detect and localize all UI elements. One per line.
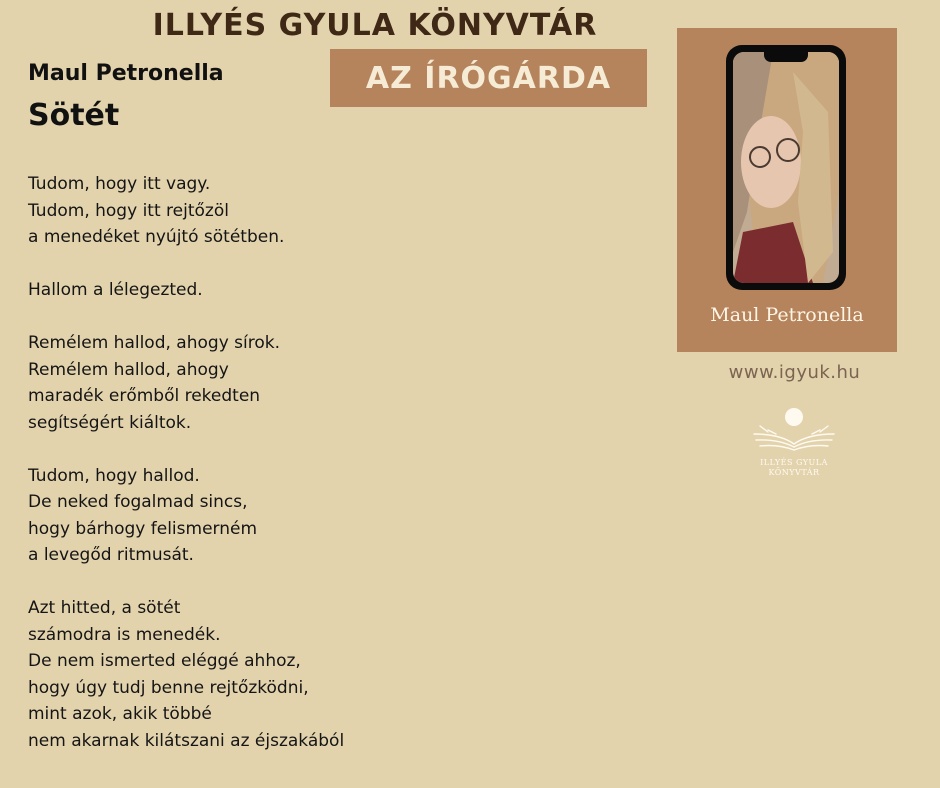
author-photo-card (677, 28, 897, 352)
poem-line: Remélem hallod, ahogy (28, 359, 229, 380)
poem-body (28, 171, 344, 781)
library-logo (746, 404, 842, 484)
section-badge (330, 49, 647, 107)
poem-line: hogy úgy tudj benne rejtőzködni, (28, 677, 309, 698)
poem-line: Azt hitted, a sötét (28, 598, 181, 618)
stanza (28, 463, 344, 569)
section-badge-label: AZ ÍRÓGÁRDA (365, 60, 612, 96)
poem-line: Remélem hallod, ahogy sírok. (28, 333, 281, 353)
poem-line: a levegőd ritmusát. (28, 545, 194, 565)
poem-line: maradék erőmből rekedten (28, 386, 261, 406)
poem-author: Maul Petronella (28, 61, 224, 86)
poem-line: a menedéket nyújtó sötétben. (28, 227, 285, 247)
poem-title: Sötét (28, 98, 120, 133)
open-book-sun-icon (746, 404, 842, 460)
poem-line: De nem ismerted eléggé ahhoz, (28, 651, 301, 671)
author-photo (733, 52, 839, 283)
poem-line: Tudom, hogy itt vagy. (28, 174, 211, 194)
poem-line: nem akarnak kilátszani az éjszakából (28, 730, 345, 751)
stanza (28, 171, 344, 251)
poem-line: De neked fogalmad sincs, (28, 492, 248, 512)
poem-line: Tudom, hogy itt rejtőzöl (28, 200, 229, 221)
stanza (28, 595, 344, 754)
logo-line-2: KÖNYVTÁR (768, 468, 820, 477)
poem-line: segítségért kiáltok. (28, 412, 192, 433)
logo-line-1: ILLYÉS GYULA (760, 458, 828, 467)
poem-line: hogy bárhogy felismerném (28, 518, 258, 539)
website-link[interactable]: www.igyuk.hu (728, 362, 861, 383)
phone-frame (726, 45, 846, 290)
poem-line: Tudom, hogy hallod. (28, 465, 200, 486)
poem-line: számodra is menedék. (28, 624, 221, 645)
poem-line: Hallom a lélegezted. (28, 280, 203, 300)
portrait-illustration (733, 52, 839, 283)
logo-text (746, 458, 842, 478)
library-title: ILLYÉS GYULA KÖNYVTÁR (152, 8, 598, 43)
phone-notch (764, 52, 808, 62)
poem-line: mint azok, akik többé (28, 704, 212, 724)
stanza (28, 330, 344, 436)
author-card-name: Maul Petronella (710, 304, 864, 326)
stanza (28, 277, 344, 304)
